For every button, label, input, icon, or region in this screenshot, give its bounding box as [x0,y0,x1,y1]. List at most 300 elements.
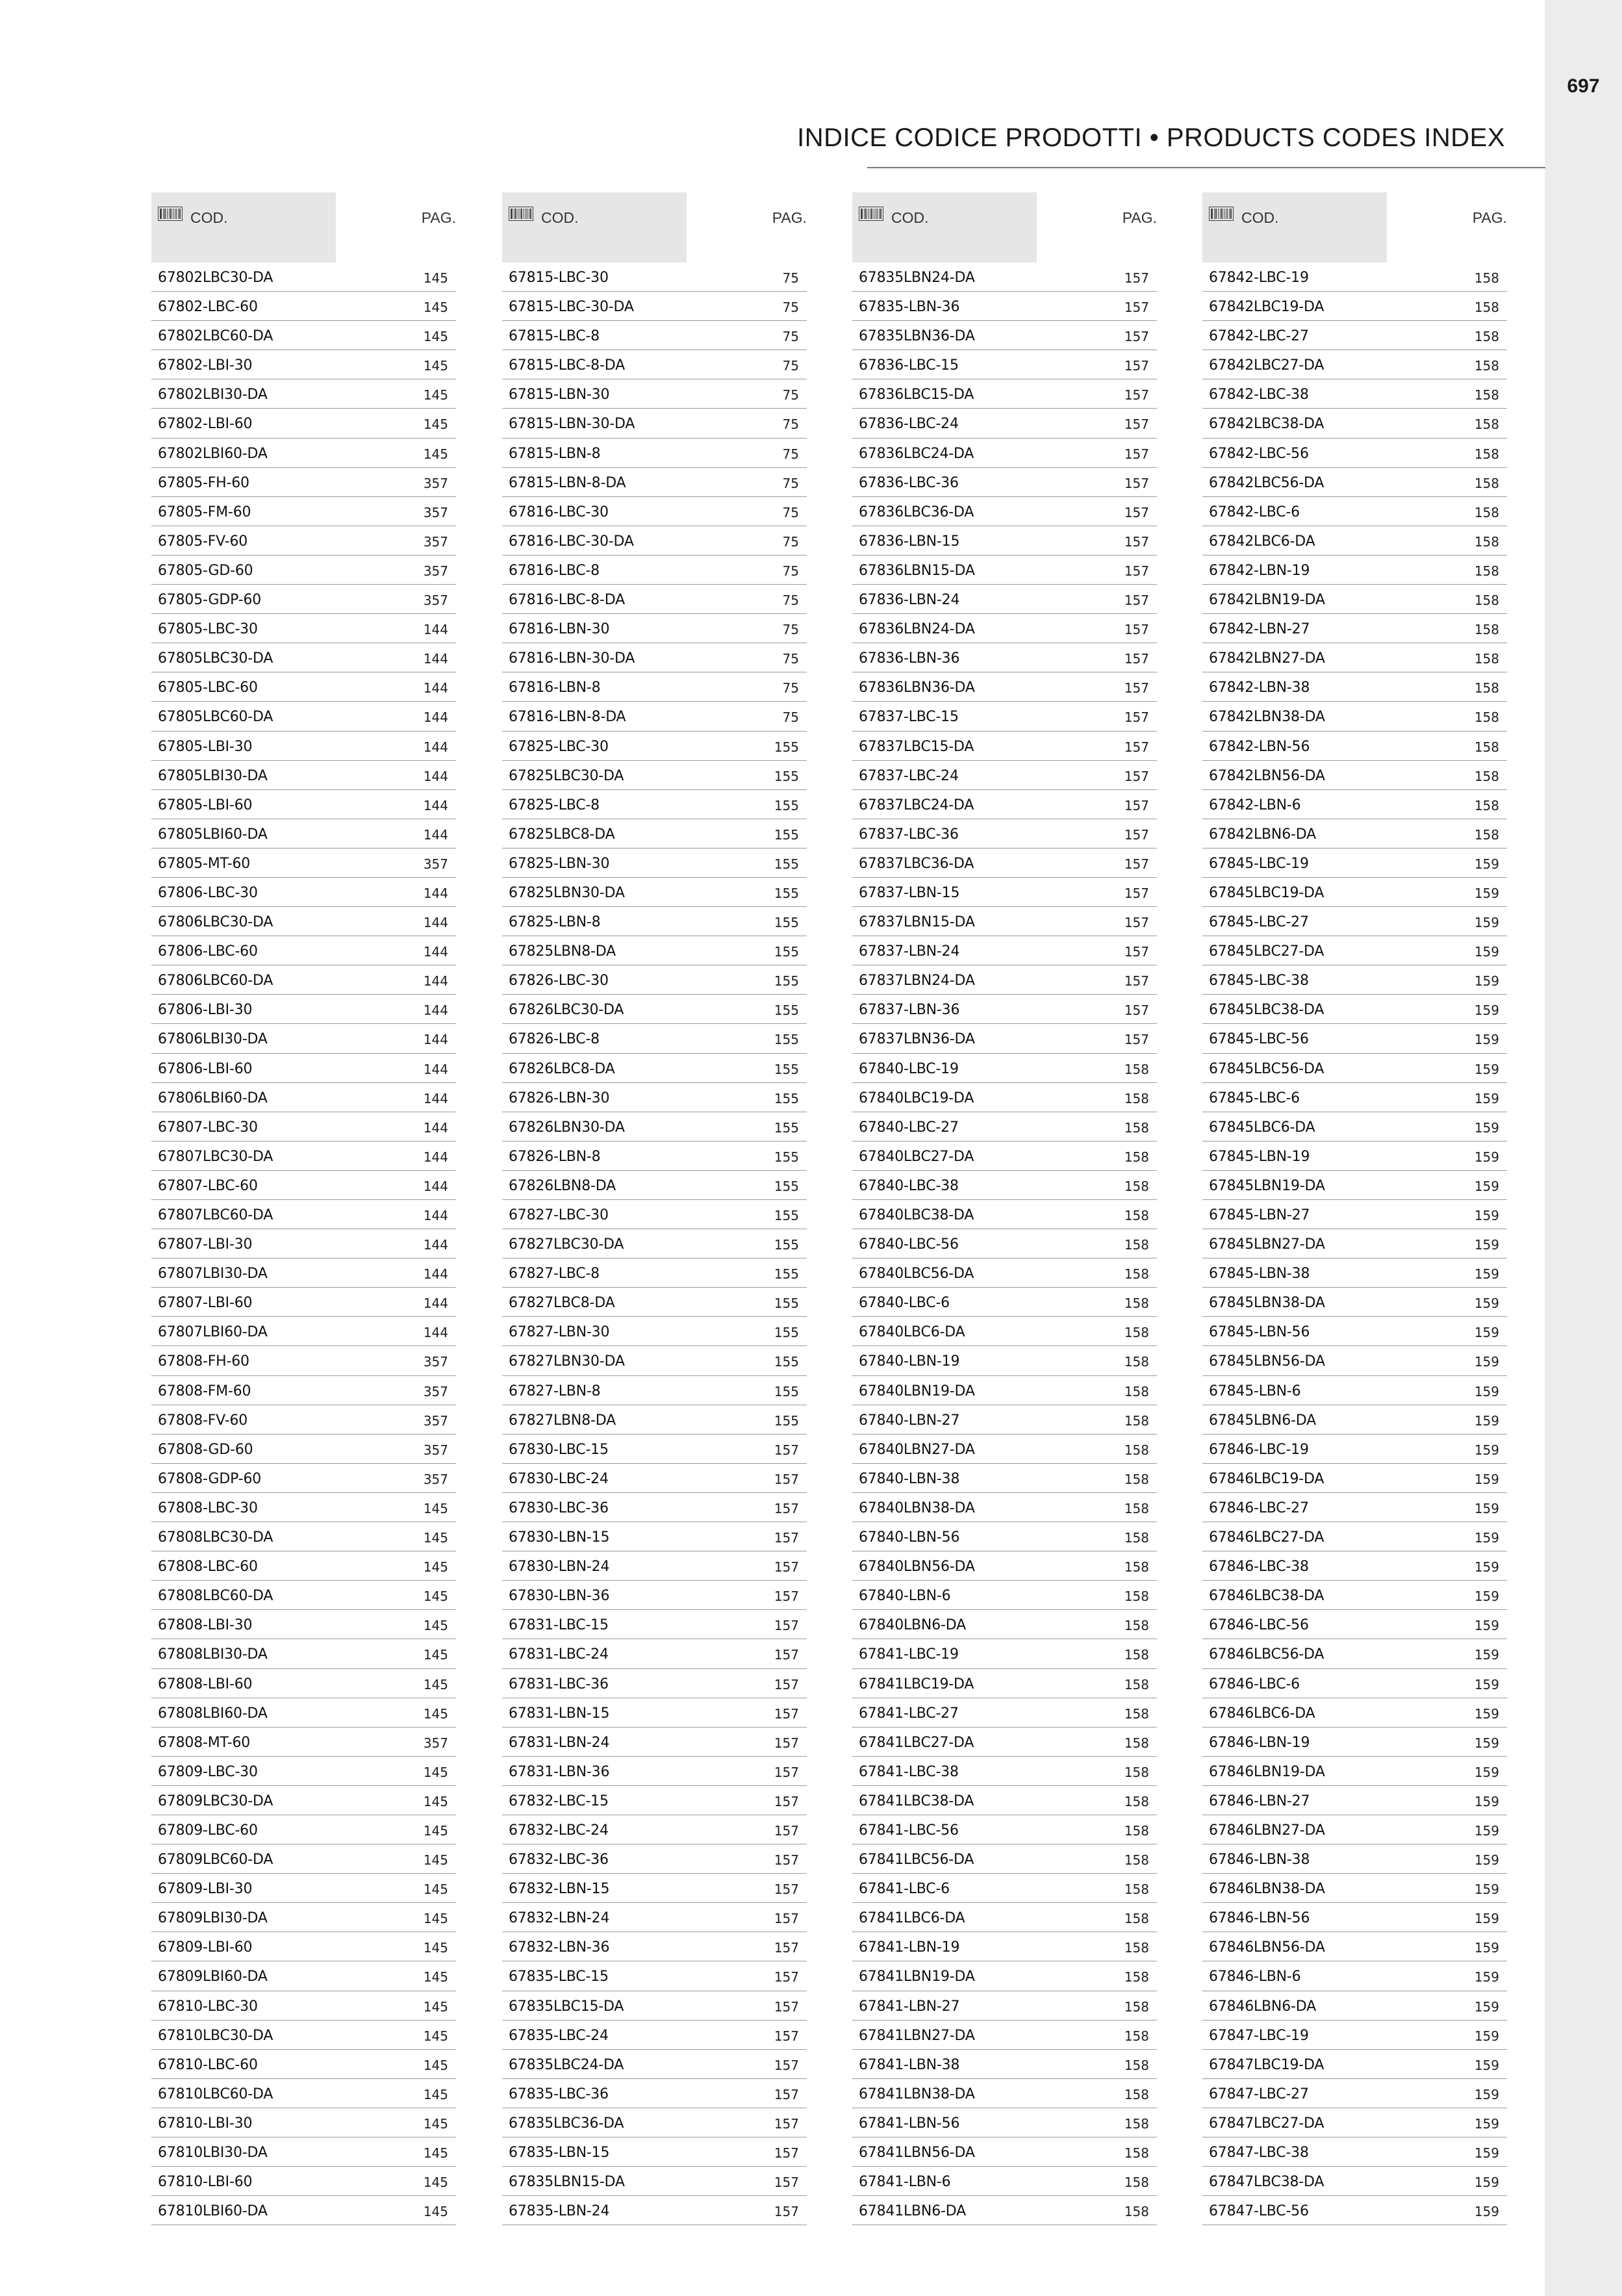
column-header [151,192,456,262]
index-row [151,1786,456,1815]
page-reference: 145 [423,1940,448,1956]
page-reference: 155 [774,1090,799,1106]
page-reference: 158 [1474,475,1499,491]
page-reference: 157 [774,1852,799,1869]
page-title: INDICE CODICE PRODOTTI • PRODUCTS CODES INDEX [797,123,1505,152]
page-reference: 159 [1474,2057,1499,2073]
index-rows [502,262,807,2225]
product-code: 67805-FV-60 [158,533,248,550]
product-code: 67830-LBC-15 [509,1441,609,1458]
index-row [502,702,807,731]
page-reference: 159 [1474,915,1499,931]
index-row [852,2050,1157,2079]
page-reference: 159 [1474,1090,1499,1106]
index-column-4 [1202,192,1507,2225]
index-row [1202,819,1507,848]
product-code: 67826LBN30-DA [509,1119,625,1136]
page-reference: 144 [423,826,448,843]
page-reference: 145 [423,1676,448,1692]
product-code: 67805LBI60-DA [158,826,268,843]
index-row [502,1376,807,1405]
page-reference: 144 [423,739,448,755]
page-reference: 157 [1124,856,1149,872]
page-reference: 145 [423,2057,448,2073]
index-row [852,1346,1157,1375]
index-row [151,2021,456,2050]
page-reference: 158 [1124,1354,1149,1370]
page-reference: 159 [1474,1032,1499,1048]
index-row [852,555,1157,585]
page-reference: 145 [423,2145,448,2161]
page-reference: 157 [774,1881,799,1898]
product-code: 67832-LBC-36 [509,1852,609,1869]
product-code: 67840-LBC-38 [859,1177,959,1194]
page-reference: 357 [423,1442,448,1458]
product-code: 67832-LBN-24 [509,1910,610,1927]
product-code: 67832-LBN-15 [509,1881,610,1898]
page-reference: 144 [423,1090,448,1106]
index-row [1202,1288,1507,1317]
page-reference: 157 [774,1588,799,1605]
index-row [852,2021,1157,2050]
page-reference: 159 [1474,944,1499,960]
page-reference: 157 [1124,1002,1149,1019]
page-reference: 157 [774,1735,799,1751]
index-row [151,585,456,614]
index-row [151,1317,456,1346]
index-row [1202,1054,1507,1083]
page-reference: 158 [1474,826,1499,843]
product-code: 67842LBN19-DA [1209,592,1325,609]
index-row [502,1288,807,1317]
page-reference: 158 [1124,1530,1149,1546]
page-reference: 145 [423,1881,448,1898]
index-row [1202,1786,1507,1815]
product-code: 67808-LBC-30 [158,1499,258,1516]
page-reference: 155 [774,1208,799,1223]
page-reference: 144 [423,1295,448,1312]
page-reference: 157 [774,1940,799,1956]
product-code: 67840LBN56-DA [859,1559,975,1575]
page-reference: 157 [1124,1032,1149,1048]
product-code: 67841LBC38-DA [859,1792,974,1809]
page-reference: 159 [1474,1852,1499,1869]
product-code: 67846-LBC-6 [1209,1676,1300,1692]
page-reference: 157 [1124,504,1149,520]
product-code: 67840-LBC-27 [859,1119,959,1136]
page-reference: 157 [1124,739,1149,755]
index-row [852,1874,1157,1903]
product-code: 67841-LBN-27 [859,1998,960,2015]
page-reference: 75 [782,475,799,491]
page-reference: 155 [774,944,799,960]
product-code: 67815-LBN-30-DA [509,416,635,433]
page-reference: 159 [1474,1266,1499,1282]
header-shade [1202,192,1387,262]
page-reference: 157 [774,1559,799,1575]
index-row [502,1054,807,1083]
product-code: 67830-LBC-36 [509,1499,609,1516]
product-code: 67807-LBC-60 [158,1177,258,1194]
product-code: 67826-LBN-8 [509,1148,601,1165]
page-reference: 155 [774,1119,799,1136]
page-reference: 155 [774,1325,799,1341]
page-reference: 159 [1474,1354,1499,1370]
index-row [151,1757,456,1786]
product-code: 67807-LBI-30 [158,1236,253,1253]
page-reference: 75 [782,504,799,520]
index-row [852,1200,1157,1229]
index-row [502,1757,807,1786]
index-row [1202,790,1507,819]
index-row [151,1376,456,1405]
page-reference: 357 [423,1471,448,1487]
page-reference: 158 [1474,593,1499,609]
index-row [852,292,1157,321]
index-row [151,1698,456,1728]
index-row [852,1464,1157,1493]
page-reference: 158 [1474,270,1499,286]
page-reference: 155 [774,885,799,901]
index-row [151,2196,456,2225]
index-row [502,614,807,643]
index-row [502,1493,807,1522]
product-code: 67806LBI60-DA [158,1090,268,1106]
index-row [502,1405,807,1435]
product-code: 67847-LBC-38 [1209,2145,1309,2161]
product-code: 67809LBI60-DA [158,1969,268,1985]
product-code: 67846-LBN-38 [1209,1852,1310,1869]
product-code: 67840LBC56-DA [859,1266,974,1282]
product-code: 67805LBI30-DA [158,767,268,784]
page-reference: 75 [782,446,799,462]
index-row [502,2137,807,2167]
product-code: 67837-LBN-24 [859,943,960,960]
product-code: 67847LBC19-DA [1209,2056,1324,2073]
index-row [151,1815,456,1844]
product-code: 67846LBC27-DA [1209,1529,1324,1546]
page-reference: 157 [1124,387,1149,403]
page-reference: 155 [774,1178,799,1194]
index-row [1202,1171,1507,1200]
page-reference: 157 [774,1676,799,1692]
product-code: 67825LBN8-DA [509,943,616,960]
index-row [1202,321,1507,350]
product-code: 67835LBN36-DA [859,328,975,345]
index-row [151,1346,456,1375]
product-code: 67837LBN24-DA [859,973,975,989]
index-row [151,321,456,350]
page-reference: 155 [774,1412,799,1429]
product-code: 67841LBN19-DA [859,1969,975,1985]
index-row [502,936,807,965]
product-code: 67840LBC19-DA [859,1090,974,1106]
page-reference: 144 [423,944,448,960]
page-reference: 157 [1124,446,1149,462]
index-row [852,2137,1157,2167]
product-code: 67805-FM-60 [158,504,251,520]
page-reference: 158 [1124,1676,1149,1692]
product-code: 67807LBI30-DA [158,1266,268,1282]
index-row [502,262,807,292]
product-code: 67837LBN15-DA [859,914,975,931]
index-row [1202,1874,1507,1903]
index-row [1202,936,1507,965]
index-row [852,848,1157,878]
index-row [1202,965,1507,995]
product-code: 67837-LBC-36 [859,826,959,843]
product-code: 67805-LBI-60 [158,797,253,813]
index-row [151,1610,456,1639]
page-reference: 158 [1474,446,1499,462]
page-reference: 159 [1474,885,1499,901]
index-row [1202,1610,1507,1639]
index-row [1202,761,1507,790]
index-row [1202,1346,1507,1375]
index-row [852,1435,1157,1464]
index-row [151,350,456,379]
page-reference: 158 [1124,2057,1149,2073]
code-column-label: COD. [1241,209,1279,226]
product-code: 67810LBI30-DA [158,2145,268,2161]
page-reference: 144 [423,915,448,931]
index-row [151,965,456,995]
index-row [1202,1522,1507,1551]
page-reference: 158 [1474,533,1499,550]
page-reference: 155 [774,1061,799,1077]
index-row [852,526,1157,555]
index-row [502,1932,807,1961]
index-row [852,732,1157,761]
index-row [1202,497,1507,526]
page-reference: 159 [1474,1793,1499,1809]
product-code: 67827LBC8-DA [509,1295,615,1312]
page-reference: 157 [774,1471,799,1487]
product-code: 67841LBC19-DA [859,1676,974,1692]
page-reference: 158 [1124,2115,1149,2132]
page-reference: 145 [423,387,448,403]
product-code: 67842LBC19-DA [1209,299,1324,316]
product-code: 67809LBC60-DA [158,1852,273,1869]
index-row [502,2167,807,2196]
page-reference: 157 [774,1442,799,1458]
product-code: 67808-MT-60 [158,1734,251,1751]
page-reference: 145 [423,1588,448,1605]
index-row [1202,1815,1507,1844]
index-row [1202,907,1507,936]
index-row [852,1054,1157,1083]
product-code: 67809-LBC-30 [158,1763,258,1780]
product-code: 67840-LBN-27 [859,1412,960,1429]
product-code: 67807-LBI-60 [158,1295,253,1312]
product-code: 67830-LBN-15 [509,1529,610,1546]
product-code: 67845LBN27-DA [1209,1236,1325,1253]
product-code: 67837LBN36-DA [859,1031,975,1048]
page-reference: 145 [423,1559,448,1575]
page-reference: 145 [423,329,448,345]
index-row [502,379,807,409]
product-code: 67826LBN8-DA [509,1177,616,1194]
index-row [502,1581,807,1610]
page-reference: 157 [1124,797,1149,813]
page-reference: 159 [1474,2086,1499,2102]
page-reference: 75 [782,651,799,667]
product-code: 67827-LBN-30 [509,1324,610,1341]
page-reference: 159 [1474,1530,1499,1546]
product-code: 67816-LBN-8-DA [509,709,626,726]
product-code: 67832-LBC-24 [509,1822,609,1839]
product-code: 67831-LBC-15 [509,1617,609,1634]
index-row [852,1317,1157,1346]
product-code: 67836-LBC-24 [859,416,959,433]
page-reference: 144 [423,651,448,667]
product-code: 67846LBN56-DA [1209,1939,1325,1956]
page-reference: 357 [423,475,448,491]
product-code: 67841-LBC-6 [859,1881,950,1898]
column-header [502,192,807,262]
product-code: 67815-LBN-30 [509,387,610,403]
page-reference: 145 [423,1764,448,1780]
page-reference: 75 [782,358,799,374]
product-code: 67802LBC30-DA [158,270,273,286]
product-code: 67808LBI30-DA [158,1646,268,1663]
index-row [1202,1464,1507,1493]
product-code: 67841-LBN-56 [859,2115,960,2132]
product-code: 67835-LBN-15 [509,2145,610,2161]
product-code: 67847-LBC-27 [1209,2086,1309,2102]
product-code: 67802-LBC-60 [158,299,258,316]
index-row [151,1728,456,1757]
index-row [1202,672,1507,702]
product-code: 67835-LBC-24 [509,2027,609,2044]
index-row [151,1844,456,1874]
index-row [502,1229,807,1258]
product-code: 67836-LBC-36 [859,474,959,491]
product-code: 67845LBC27-DA [1209,943,1324,960]
page-reference: 145 [423,1500,448,1516]
index-row [1202,1376,1507,1405]
product-code: 67842-LBN-38 [1209,680,1310,696]
product-code: 67837-LBC-24 [859,767,959,784]
product-code: 67840-LBC-6 [859,1295,950,1312]
product-code: 67806LBC30-DA [158,914,273,931]
page-reference: 157 [1124,973,1149,989]
product-code: 67825-LBN-30 [509,855,610,872]
page-reference: 158 [1124,1061,1149,1077]
page-reference: 158 [1124,1295,1149,1312]
index-row [502,468,807,497]
index-row [502,672,807,702]
product-code: 67840-LBC-56 [859,1236,959,1253]
page-reference: 144 [423,622,448,638]
index-row [151,1961,456,1991]
index-rows [1202,262,1507,2225]
code-column-label: COD. [541,209,579,226]
page-reference: 157 [1124,768,1149,784]
product-code: 67840LBC27-DA [859,1148,974,1165]
page-reference: 155 [774,1237,799,1253]
index-row [502,1639,807,1668]
index-row [502,965,807,995]
product-code: 67808-FH-60 [158,1353,249,1370]
index-row [151,643,456,672]
index-row [151,2167,456,2196]
product-code: 67846-LBN-27 [1209,1792,1310,1809]
product-code: 67808-FV-60 [158,1412,248,1429]
product-code: 67836-LBN-36 [859,650,960,667]
index-row [852,1844,1157,1874]
page-reference: 159 [1474,1412,1499,1429]
page-reference: 144 [423,973,448,989]
page-reference: 144 [423,1237,448,1253]
index-row [502,409,807,438]
page-reference: 145 [423,1822,448,1839]
product-code: 67830-LBN-24 [509,1559,610,1575]
product-code: 67806LBI30-DA [158,1031,268,1048]
index-row [1202,1961,1507,1991]
product-code: 67826-LBN-30 [509,1090,610,1106]
index-row [852,1698,1157,1728]
page-column-label: PAG. [1122,209,1157,226]
product-code: 67832-LBC-15 [509,1792,609,1809]
page-reference: 159 [1474,1471,1499,1487]
index-row [502,643,807,672]
index-row [1202,643,1507,672]
product-code: 67835-LBN-24 [509,2203,610,2220]
index-row [1202,1435,1507,1464]
product-code: 67815-LBC-8 [509,328,600,345]
index-row [1202,1200,1507,1229]
page-reference: 158 [1124,1208,1149,1223]
product-code: 67840LBC38-DA [859,1207,974,1223]
page-reference: 357 [423,563,448,579]
page-reference: 155 [774,1383,799,1399]
page-reference: 159 [1474,2175,1499,2191]
product-code: 67842LBN27-DA [1209,650,1325,667]
page-reference: 155 [774,826,799,843]
code-column-label: COD. [190,209,228,226]
page-reference: 159 [1474,1588,1499,1605]
product-code: 67842-LBC-6 [1209,504,1300,520]
product-code: 67842LBN6-DA [1209,826,1316,843]
index-row [1202,1083,1507,1112]
index-row [502,907,807,936]
product-code: 67845-LBC-19 [1209,855,1309,872]
product-code: 67825LBN30-DA [509,884,625,901]
product-code: 67806-LBI-30 [158,1002,253,1019]
page-reference: 158 [1474,709,1499,726]
product-code: 67842LBC56-DA [1209,474,1324,491]
index-row [1202,439,1507,468]
product-code: 67808-LBI-30 [158,1617,253,1634]
index-row [852,1171,1157,1200]
page-reference: 145 [423,2028,448,2044]
page-reference: 158 [1124,1178,1149,1194]
page-reference: 144 [423,1178,448,1194]
index-row [852,2196,1157,2225]
page-reference: 157 [774,2204,799,2220]
page-column-label: PAG. [772,209,807,226]
index-row [151,1112,456,1142]
page-reference: 357 [423,1383,448,1399]
page-reference: 157 [774,2086,799,2102]
index-row [502,1317,807,1346]
product-code: 67802LBI60-DA [158,445,268,462]
index-row [151,1669,456,1698]
page-reference: 357 [423,1354,448,1370]
index-row [852,614,1157,643]
product-code: 67815-LBN-8 [509,445,601,462]
